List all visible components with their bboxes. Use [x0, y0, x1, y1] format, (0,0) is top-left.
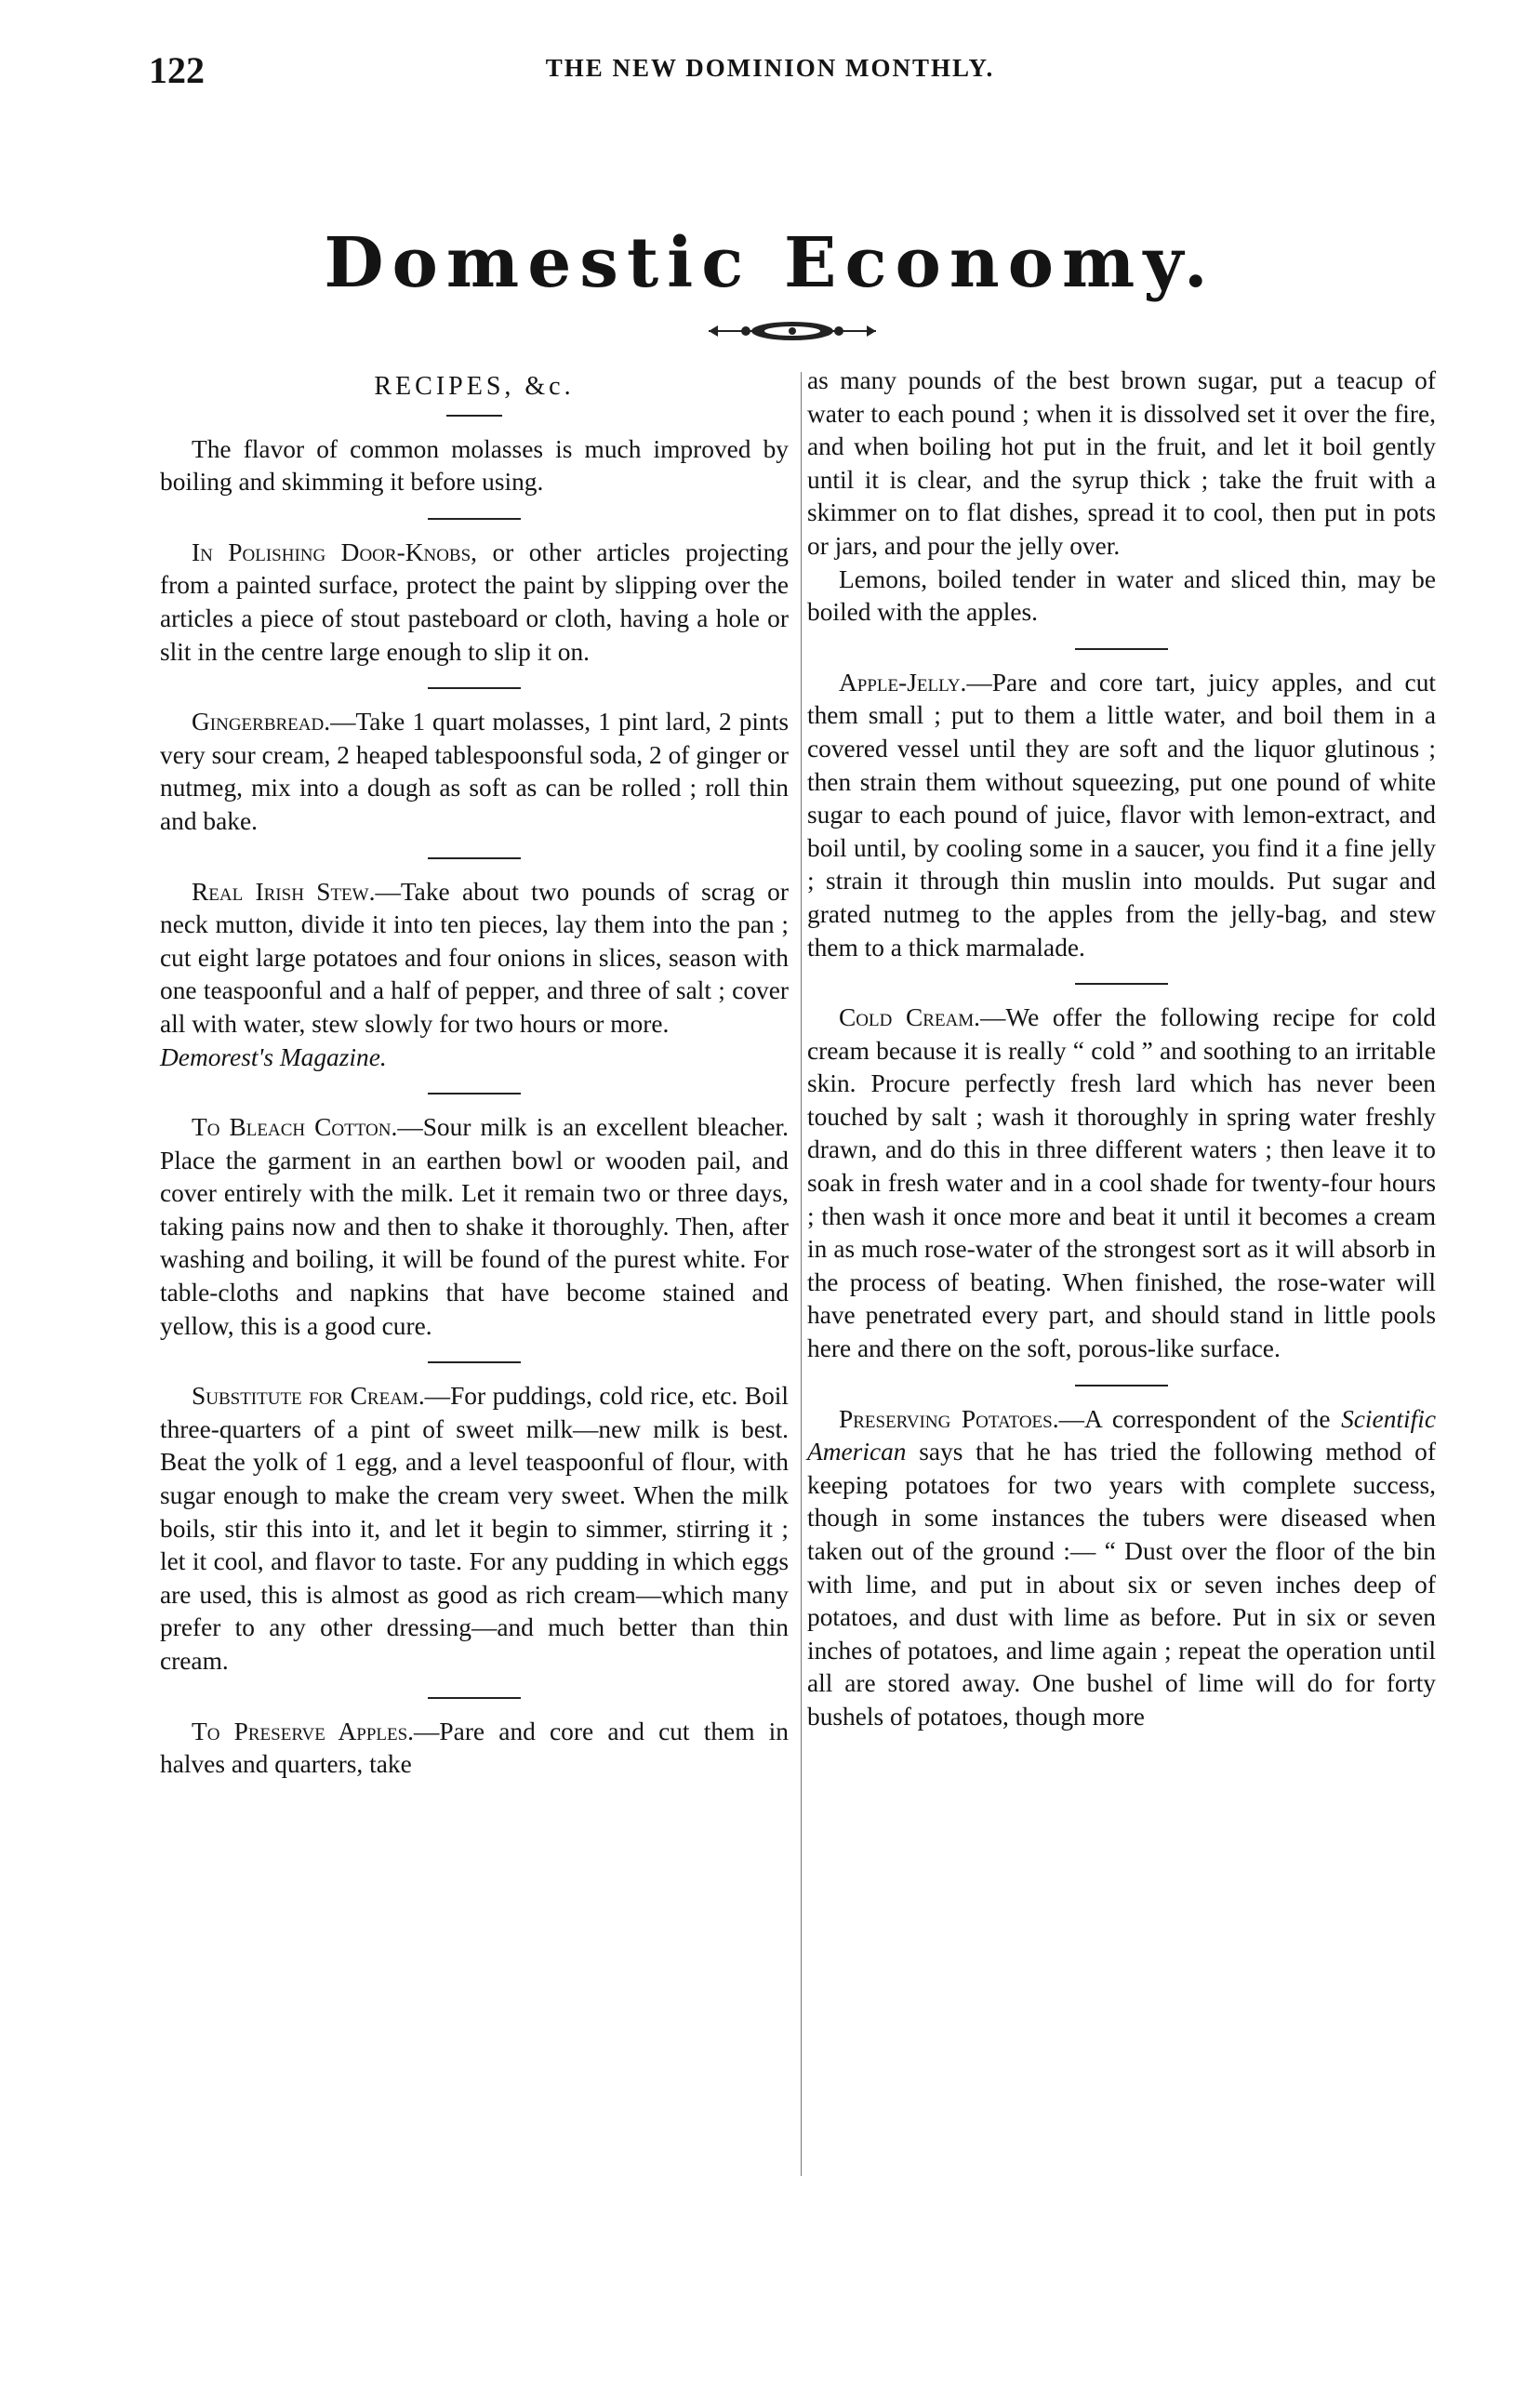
recipe-text: —For puddings, cold rice, etc. Boil three-quarters of a pint of sweet milk—new milk is best. Beat the yolk of 1 egg, and a level teaspoonful of flour, with sugar enough to make the cream very sweet. When the milk boils, stir this into it, and let it begin to simmer, stirring it ; let it cool, and flavor to taste. For any pudding in which eggs are used, this is almost as good as rich cream—which many prefer to any other dressing—and much better than thin cream.: [160, 1382, 789, 1675]
recipe-title: Gingerbread.: [192, 708, 331, 736]
recipe-text: —Sour milk is an excellent bleacher. Place the garment in an earthen bowl or wooden pail, and cover entirely with the milk. Let it remain two or three days, taking pains now and then to shake it thoroughly. Then, after washing and boiling, it will be found of the purest white. For table-cloths and napkins that have become stained and yellow, this is a good cure.: [160, 1113, 789, 1340]
page-title: Domestic Economy.: [324, 223, 1216, 303]
separator-rule: [1075, 648, 1168, 650]
recipe-title: Apple-Jelly.: [839, 668, 967, 696]
page-number: 122: [149, 49, 205, 91]
recipe-text: —Pare and core tart, juicy apples, and cut them small ; put to them a little water, and boil them in a covered vessel until they are soft and the liquor glutinous ; then strain them without squeezing, put one pound of white sugar to each pound of juice, flavor with lemon-extract, and boil until, by cooling some in a saucer, you find it a fine jelly ; strain it through thin muslin into moulds. Put sugar and grated nutmeg to the apples from the jelly-bag, and stew them to a thick marmalade.: [807, 668, 1436, 962]
apple-jelly-paragraph: [807, 667, 1436, 964]
separator-rule: [428, 1361, 521, 1363]
door-knobs-paragraph: [160, 537, 789, 669]
separator-rule: [428, 1697, 521, 1699]
gingerbread-paragraph: [160, 706, 789, 838]
column-rule: [801, 372, 802, 2176]
separator-rule: [428, 1093, 521, 1094]
recipe-title: To Bleach Cotton.: [192, 1113, 398, 1142]
recipe-text: —A correspondent of the: [1058, 1404, 1342, 1433]
separator-rule: [1075, 1385, 1168, 1386]
separator-rule: [446, 415, 502, 417]
preserve-apples-paragraph: [160, 1716, 789, 1782]
credit-text: Demorest's Magazine.: [160, 1042, 387, 1071]
recipe-text: —Pare and core and cut them in halves and quarters, take: [160, 1717, 789, 1779]
separator-rule: [428, 857, 521, 859]
recipe-title: Real Irish Stew.: [192, 877, 376, 906]
recipe-text: says that he has tried the following method of keeping potatoes for two years with complete success, though in some instances the tubers were diseased when taken out of the ground :— “ Dust over the floor of the bin with lime, and put in about six or seven inches deep of potatoes, and dust with lime as before. Put in six or seven inches of potatoes, and lime again ; repeat the operation until all are stored away. One bushel of lime will do for forty bushels of potatoes, though more: [807, 1438, 1436, 1731]
recipe-text: or other articles projecting from a painted surface, protect the paint by slipping over the articles a piece of stout pasteboard or cloth, having a hole or slit in the centre large enough to slip it on.: [160, 537, 789, 666]
right-column: [807, 365, 1436, 1734]
recipe-text: —Take about two pounds of scrag or neck mutton, divide it into ten pieces, lay them into the pan ; cut eight large potatoes and four onions in slices, season with one teaspoonful and a half of pepper, and three of salt ; cover all with water, stew slowly for two hours or more.: [160, 877, 789, 1038]
cream-substitute-paragraph: [160, 1380, 789, 1678]
cold-cream-paragraph: [807, 1002, 1436, 1366]
source-credit: [160, 1041, 789, 1075]
recipe-text: —We offer the following recipe for cold cream because it is really “ cold ” and soothing to an irritable skin. Procure perfectly fresh lard which has never been touched by salt ; wash it thoroughly in spring water freshly drawn, and do this in three different waters ; then leave it to soak in fresh water and in a cool shade for twenty-four hours ; then wash it once more and beat it until it becomes a cream in as much rose-water of the strongest sort as it will absorb in the process of beating. When finished, the rose-water will have penetrated every part, and should stand in little pools here and there on the soft, porous-like surface.: [807, 1003, 1436, 1363]
running-head: THE NEW DOMINION MONTHLY.: [545, 54, 995, 82]
recipe-title: Preserving Potatoes.: [839, 1404, 1059, 1433]
separator-rule: [428, 518, 521, 520]
potatoes-paragraph: [807, 1403, 1436, 1734]
molasses-paragraph: The flavor of common molasses is much improved by boiling and skimming it before using.: [160, 434, 789, 497]
recipe-text: —Take 1 quart molasses, 1 pint lard, 2 pints very sour cream, 2 heaped tablespoonsful soda, 2 of ginger or nutmeg, mix into a dough as soft as can be rolled ; roll thin and bake.: [160, 708, 789, 835]
section-heading: RECIPES, &c.: [374, 372, 575, 401]
lemons-paragraph: Lemons, boiled tender in water and sliced thin, may be boiled with the apples.: [807, 564, 1436, 627]
irish-stew-paragraph: [160, 876, 789, 1041]
left-column: [160, 365, 789, 1782]
bleach-cotton-paragraph: [160, 1111, 789, 1343]
separator-rule: [1075, 983, 1168, 985]
recipe-title: Cold Cream.: [839, 1003, 981, 1032]
recipe-title: In Polishing Door-Knobs,: [192, 537, 477, 566]
apples-continued-paragraph: as many pounds of the best brown sugar, put a teacup of water to each pound ; when it is dissolved set it over the fire, and when boiling hot put in the fruit, and let it boil gently until it is clear, and the syrup thick ; take the fruit with a skimmer on to flat dishes, spread it to cool, then put in pots or jars, and pour the jelly over.: [807, 366, 1436, 560]
recipe-title: Substitute for Cream.: [192, 1382, 425, 1411]
recipe-title: To Preserve Apples.: [192, 1717, 415, 1745]
ornament-divider: [705, 320, 880, 342]
journal-name: Scientific American: [807, 1404, 1436, 1466]
separator-rule: [428, 687, 521, 689]
